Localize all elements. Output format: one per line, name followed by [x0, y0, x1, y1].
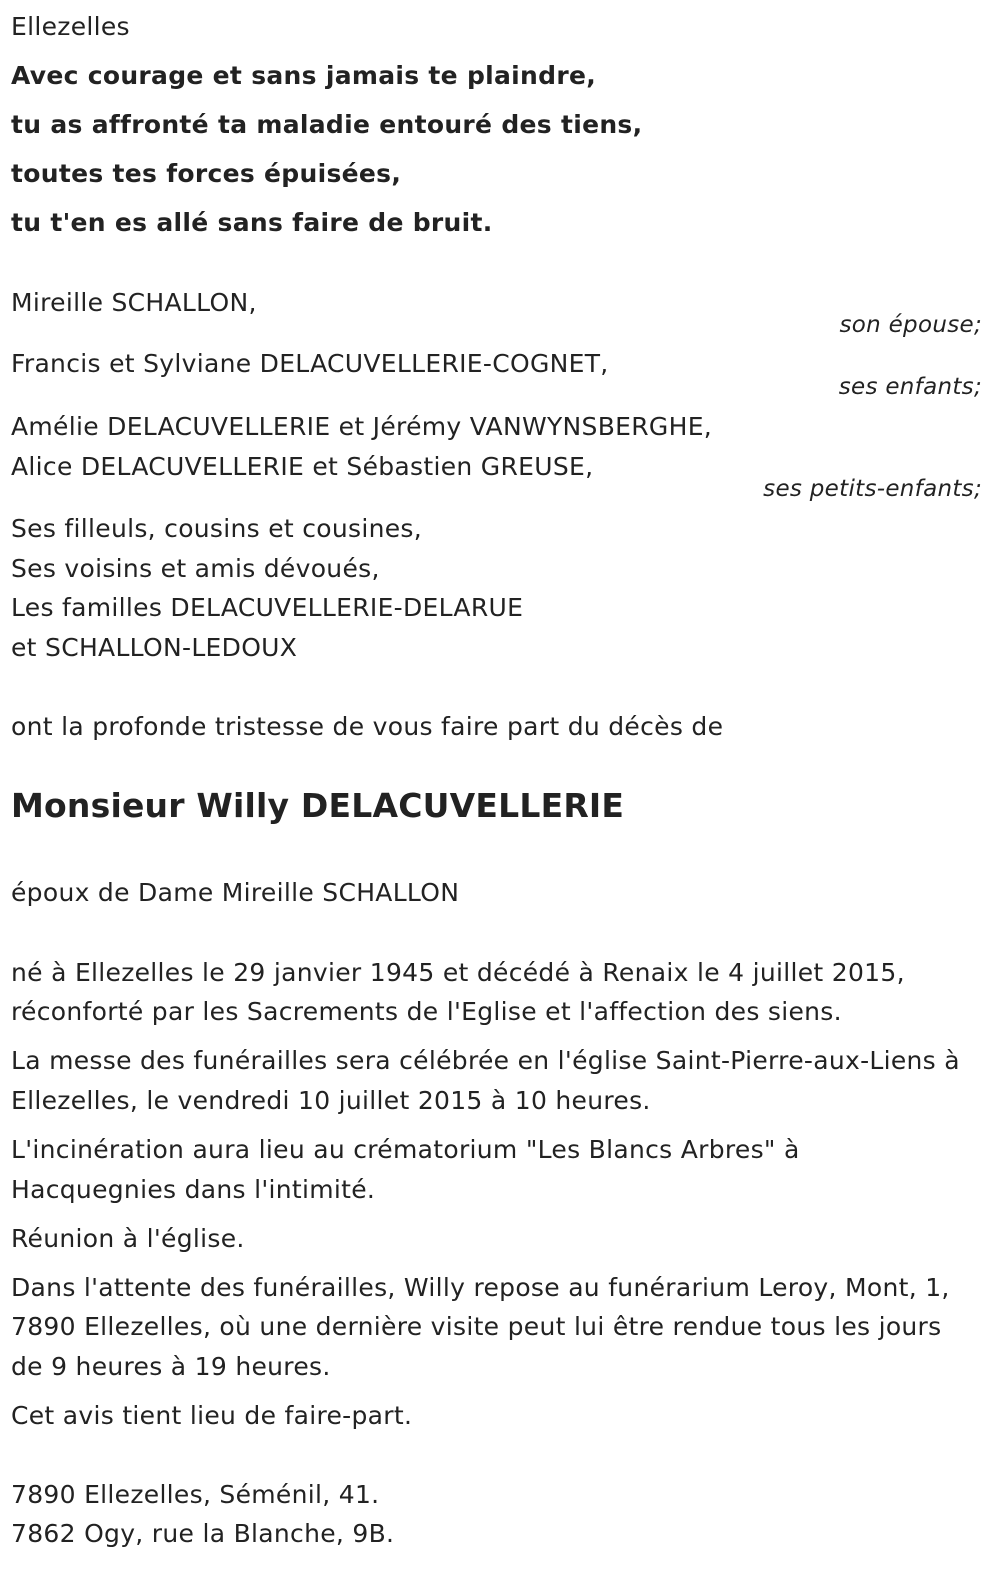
detail-line: Hacquegnies dans l'intimité.	[11, 1175, 376, 1204]
detail-line: Réunion à l'église.	[11, 1224, 245, 1253]
other-family-line: et SCHALLON-LEDOUX	[11, 633, 298, 662]
spouse-of: époux de Dame Mireille SCHALLON	[11, 878, 460, 907]
grandchildren-name: Amélie DELACUVELLERIE et Jérémy VANWYNSBERGHE,	[11, 412, 713, 441]
detail-line: L'incinération aura lieu au crématorium "Les Blancs Arbres" à	[11, 1135, 800, 1164]
address-line: 7862 Ogy, rue la Blanche, 9B.	[11, 1519, 395, 1548]
detail-line: 7890 Ellezelles, où une dernière visite peut lui être rendue tous les jours	[11, 1312, 942, 1341]
other-family-line: Ses filleuls, cousins et cousines,	[11, 514, 423, 543]
location-header: Ellezelles	[11, 12, 130, 41]
grandchildren-name: Alice DELACUVELLERIE et Sébastien GREUSE,	[11, 452, 594, 481]
poem-line: Avec courage et sans jamais te plaindre,	[11, 61, 597, 90]
detail-line: né à Ellezelles le 29 janvier 1945 et décédé à Renaix le 4 juillet 2015,	[11, 958, 905, 987]
poem-line: tu t'en es allé sans faire de bruit.	[11, 208, 493, 237]
detail-line: Cet avis tient lieu de faire-part.	[11, 1401, 413, 1430]
address-line: 7890 Ellezelles, Séménil, 41.	[11, 1480, 380, 1509]
detail-line: Ellezelles, le vendredi 10 juillet 2015 à 10 heures.	[11, 1086, 651, 1115]
detail-line: Dans l'attente des funérailles, Willy repose au funérarium Leroy, Mont, 1,	[11, 1273, 950, 1302]
spouse-role: son épouse;	[839, 312, 982, 338]
detail-line: de 9 heures à 19 heures.	[11, 1352, 331, 1381]
poem-line: tu as affronté ta maladie entouré des tiens,	[11, 110, 643, 139]
poem-line: toutes tes forces épuisées,	[11, 159, 402, 188]
detail-line: La messe des funérailles sera célébrée en l'église Saint-Pierre-aux-Liens à	[11, 1046, 960, 1075]
other-family-line: Les familles DELACUVELLERIE-DELARUE	[11, 593, 524, 622]
children-role: ses enfants;	[838, 374, 982, 400]
announcement: ont la profonde tristesse de vous faire part du décès de	[11, 712, 724, 741]
detail-line: réconforté par les Sacrements de l'Eglise et l'affection des siens.	[11, 997, 842, 1026]
children-names: Francis et Sylviane DELACUVELLERIE-COGNET,	[11, 349, 609, 378]
other-family-line: Ses voisins et amis dévoués,	[11, 554, 380, 583]
deceased-name: Monsieur Willy DELACUVELLERIE	[11, 786, 625, 825]
grandchildren-role: ses petits-enfants;	[763, 476, 982, 502]
spouse-name: Mireille SCHALLON,	[11, 288, 257, 317]
